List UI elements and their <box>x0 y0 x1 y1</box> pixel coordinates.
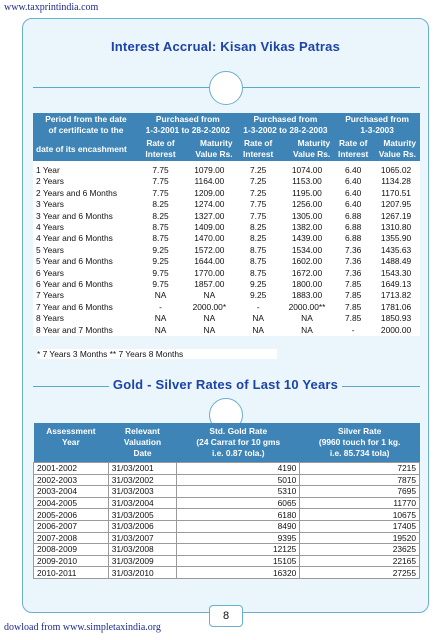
value-cell: 8.25 <box>237 233 280 244</box>
gold-rate-cell: 6065 <box>177 497 300 509</box>
value-cell: 1079.00 <box>182 161 236 176</box>
year-cell: 2001-2002 <box>34 463 109 475</box>
value-cell: 1409.00 <box>182 222 236 233</box>
value-cell: 1713.82 <box>372 290 420 301</box>
value-cell: NA <box>237 325 280 336</box>
table-row <box>34 567 420 579</box>
period-cell: 5 Year and 6 Months <box>33 256 139 267</box>
year-cell: 2009-2010 <box>34 555 109 567</box>
value-cell: 7.85 <box>334 313 372 324</box>
value-cell: 8.25 <box>139 211 182 222</box>
value-cell: 1649.13 <box>372 279 420 290</box>
date-cell: 31/03/2005 <box>108 509 177 521</box>
period-cell: 8 Years <box>33 313 139 324</box>
table-row <box>33 161 420 176</box>
value-cell: 7.36 <box>334 245 372 256</box>
table-row <box>33 176 420 187</box>
period-cell: 1 Year <box>33 161 139 176</box>
value-cell: - <box>139 302 182 313</box>
header-link[interactable]: www.taxprintindia.com <box>4 2 99 13</box>
value-cell: 1644.00 <box>182 256 236 267</box>
table-row <box>33 256 420 267</box>
value-cell: 1439.00 <box>280 233 334 244</box>
table-row <box>33 279 420 290</box>
gold-header-year: Assessment Year <box>34 423 109 463</box>
silver-rate-cell: 23625 <box>300 544 420 556</box>
date-cell: 31/03/2006 <box>108 520 177 532</box>
table-row <box>33 302 420 313</box>
period-header-line3: date of its encashment <box>33 137 139 161</box>
gold-rate-cell: 4190 <box>177 463 300 475</box>
value-cell: 1267.19 <box>372 211 420 222</box>
value-cell: 6.40 <box>334 176 372 187</box>
value-cell: 8.75 <box>237 245 280 256</box>
table-row <box>33 222 420 233</box>
rate-header: Rate of Interest <box>237 137 280 161</box>
value-cell: - <box>237 302 280 313</box>
gold-rate-cell: 9395 <box>177 532 300 544</box>
value-cell: NA <box>139 325 182 336</box>
gold-rate-cell: 5310 <box>177 486 300 498</box>
value-cell: 2000.00** <box>280 302 334 313</box>
value-cell: 1074.00 <box>280 161 334 176</box>
value-cell: 1572.00 <box>182 245 236 256</box>
value-cell: 8.25 <box>139 199 182 210</box>
table-row <box>34 532 420 544</box>
date-cell: 31/03/2008 <box>108 544 177 556</box>
circle-ornament-icon <box>209 71 243 105</box>
silver-rate-cell: 22165 <box>300 555 420 567</box>
group-header: Purchased from 1-3-2003 <box>334 113 420 137</box>
gold-header-silver-rate: Silver Rate (9960 touch for 1 kg. i.e. 85.734 tola) <box>300 423 420 463</box>
table-row <box>34 497 420 509</box>
table-row <box>34 486 420 498</box>
period-cell: 7 Years <box>33 290 139 301</box>
value-cell: 1850.93 <box>372 313 420 324</box>
value-cell: 1800.00 <box>280 279 334 290</box>
year-cell: 2004-2005 <box>34 497 109 509</box>
date-cell: 31/03/2002 <box>108 474 177 486</box>
value-cell: 6.88 <box>334 222 372 233</box>
silver-rate-cell: 17405 <box>300 520 420 532</box>
table-row <box>33 199 420 210</box>
value-cell: 1781.06 <box>372 302 420 313</box>
year-cell: 2003-2004 <box>34 486 109 498</box>
silver-rate-cell: 7875 <box>300 474 420 486</box>
table-row <box>34 509 420 521</box>
date-cell: 31/03/2009 <box>108 555 177 567</box>
value-cell: 7.85 <box>334 279 372 290</box>
silver-rate-cell: 11770 <box>300 497 420 509</box>
value-cell: 1435.63 <box>372 245 420 256</box>
maturity-header: Maturity Value Rs. <box>182 137 236 161</box>
value-cell: 8.75 <box>237 256 280 267</box>
value-cell: 9.25 <box>139 256 182 267</box>
value-cell: 7.25 <box>237 176 280 187</box>
date-cell: 31/03/2004 <box>108 497 177 509</box>
table-row <box>33 268 420 279</box>
silver-rate-cell: 7215 <box>300 463 420 475</box>
value-cell: 6.40 <box>334 199 372 210</box>
value-cell: 7.85 <box>334 290 372 301</box>
value-cell: 6.40 <box>334 161 372 176</box>
value-cell: 1355.90 <box>372 233 420 244</box>
page-number: 8 <box>209 605 243 627</box>
maturity-header: Maturity Value Rs. <box>280 137 334 161</box>
value-cell: 7.75 <box>237 211 280 222</box>
value-cell: 1305.00 <box>280 211 334 222</box>
value-cell: 8.75 <box>139 222 182 233</box>
year-cell: 2002-2003 <box>34 474 109 486</box>
gold-rate-cell: 16320 <box>177 567 300 579</box>
value-cell: 1310.80 <box>372 222 420 233</box>
value-cell: 8.25 <box>237 222 280 233</box>
value-cell: 1327.00 <box>182 211 236 222</box>
group-header: Purchased from 1-3-2001 to 28-2-2002 <box>139 113 237 137</box>
table-row <box>33 211 420 222</box>
value-cell: 8.75 <box>139 233 182 244</box>
silver-rate-cell: 7695 <box>300 486 420 498</box>
period-cell: 6 Years <box>33 268 139 279</box>
value-cell: 9.25 <box>237 290 280 301</box>
kvp-table-body <box>33 161 420 336</box>
value-cell: 1153.00 <box>280 176 334 187</box>
gold-title: Gold - Silver Rates of Last 10 Years <box>23 377 428 392</box>
date-cell: 31/03/2010 <box>108 567 177 579</box>
value-cell: NA <box>182 313 236 324</box>
value-cell: 7.75 <box>139 188 182 199</box>
gold-table-body <box>34 463 420 579</box>
value-cell: 7.75 <box>237 199 280 210</box>
kvp-footnote: * 7 Years 3 Months ** 7 Years 8 Months <box>37 349 277 359</box>
period-cell: 3 Years <box>33 199 139 210</box>
value-cell: 1256.00 <box>280 199 334 210</box>
period-cell: 8 Year and 7 Months <box>33 325 139 336</box>
value-cell: 1543.30 <box>372 268 420 279</box>
value-cell: 1470.00 <box>182 233 236 244</box>
value-cell: NA <box>280 313 334 324</box>
table-row <box>34 555 420 567</box>
value-cell: 1488.49 <box>372 256 420 267</box>
value-cell: 6.88 <box>334 211 372 222</box>
value-cell: 1065.02 <box>372 161 420 176</box>
value-cell: NA <box>182 325 236 336</box>
year-cell: 2007-2008 <box>34 532 109 544</box>
period-cell: 2 Years and 6 Months <box>33 188 139 199</box>
period-header: Period from the date of certificate to the <box>33 113 139 137</box>
year-cell: 2010-2011 <box>34 567 109 579</box>
period-cell: 6 Year and 6 Months <box>33 279 139 290</box>
period-cell: 2 Years <box>33 176 139 187</box>
value-cell: 9.25 <box>139 245 182 256</box>
value-cell: 1134.28 <box>372 176 420 187</box>
value-cell: 7.36 <box>334 268 372 279</box>
gold-rate-cell: 12125 <box>177 544 300 556</box>
table-row <box>33 233 420 244</box>
value-cell: 1857.00 <box>182 279 236 290</box>
year-cell: 2006-2007 <box>34 520 109 532</box>
gold-silver-table <box>33 423 420 579</box>
value-cell: 7.25 <box>237 188 280 199</box>
value-cell: 6.40 <box>334 188 372 199</box>
value-cell: 1170.51 <box>372 188 420 199</box>
table-row <box>34 544 420 556</box>
value-cell: 1164.00 <box>182 176 236 187</box>
value-cell: - <box>334 325 372 336</box>
kvp-interest-table <box>33 113 420 336</box>
value-cell: 9.75 <box>139 268 182 279</box>
value-cell: NA <box>182 290 236 301</box>
table-row <box>33 290 420 301</box>
rate-header: Rate of Interest <box>334 137 372 161</box>
group-header: Purchased from 1-3-2002 to 28-2-2003 <box>237 113 335 137</box>
gold-rate-cell: 6180 <box>177 509 300 521</box>
value-cell: 1534.00 <box>280 245 334 256</box>
value-cell: 8.75 <box>237 268 280 279</box>
value-cell: 7.75 <box>139 161 182 176</box>
value-cell: 2000.00* <box>182 302 236 313</box>
value-cell: 1195.00 <box>280 188 334 199</box>
period-cell: 3 Year and 6 Months <box>33 211 139 222</box>
value-cell: 9.75 <box>139 279 182 290</box>
value-cell: 1209.00 <box>182 188 236 199</box>
date-cell: 31/03/2003 <box>108 486 177 498</box>
silver-rate-cell: 10675 <box>300 509 420 521</box>
gold-header-date: Relevant Valuation Date <box>108 423 177 463</box>
year-cell: 2008-2009 <box>34 544 109 556</box>
date-cell: 31/03/2007 <box>108 532 177 544</box>
period-cell: 5 Years <box>33 245 139 256</box>
table-row <box>33 188 420 199</box>
gold-rate-cell: 5010 <box>177 474 300 486</box>
period-cell: 7 Year and 6 Months <box>33 302 139 313</box>
kvp-title: Interest Accrual: Kisan Vikas Patras <box>23 39 428 54</box>
value-cell: NA <box>139 313 182 324</box>
value-cell: 1883.00 <box>280 290 334 301</box>
rate-header: Rate of Interest <box>139 137 182 161</box>
value-cell: 7.36 <box>334 256 372 267</box>
silver-rate-cell: 19520 <box>300 532 420 544</box>
value-cell: 1602.00 <box>280 256 334 267</box>
table-row <box>34 463 420 475</box>
value-cell: NA <box>237 313 280 324</box>
period-cell: 4 Years <box>33 222 139 233</box>
gold-rate-cell: 15105 <box>177 555 300 567</box>
value-cell: 6.88 <box>334 233 372 244</box>
table-row <box>34 520 420 532</box>
table-row <box>33 245 420 256</box>
page-frame <box>22 18 429 622</box>
value-cell: 1672.00 <box>280 268 334 279</box>
value-cell: 7.85 <box>334 302 372 313</box>
value-cell: NA <box>139 290 182 301</box>
value-cell: 1770.00 <box>182 268 236 279</box>
maturity-header: Maturity Value Rs. <box>372 137 420 161</box>
footer-link[interactable]: dowload from www.simpletaxindia.org <box>4 622 161 633</box>
value-cell: 1382.00 <box>280 222 334 233</box>
gold-rate-cell: 8490 <box>177 520 300 532</box>
value-cell: 1207.95 <box>372 199 420 210</box>
period-cell: 4 Year and 6 Months <box>33 233 139 244</box>
value-cell: 7.75 <box>139 176 182 187</box>
gold-header-gold-rate: Std. Gold Rate (24 Carrat for 10 gms i.e. 0.87 tola.) <box>177 423 300 463</box>
value-cell: 9.25 <box>237 279 280 290</box>
value-cell: NA <box>280 325 334 336</box>
value-cell: 7.25 <box>237 161 280 176</box>
table-row <box>33 313 420 324</box>
value-cell: 1274.00 <box>182 199 236 210</box>
table-row <box>34 474 420 486</box>
table-row <box>33 325 420 336</box>
date-cell: 31/03/2001 <box>108 463 177 475</box>
value-cell: 2000.00 <box>372 325 420 336</box>
year-cell: 2005-2006 <box>34 509 109 521</box>
silver-rate-cell: 27255 <box>300 567 420 579</box>
